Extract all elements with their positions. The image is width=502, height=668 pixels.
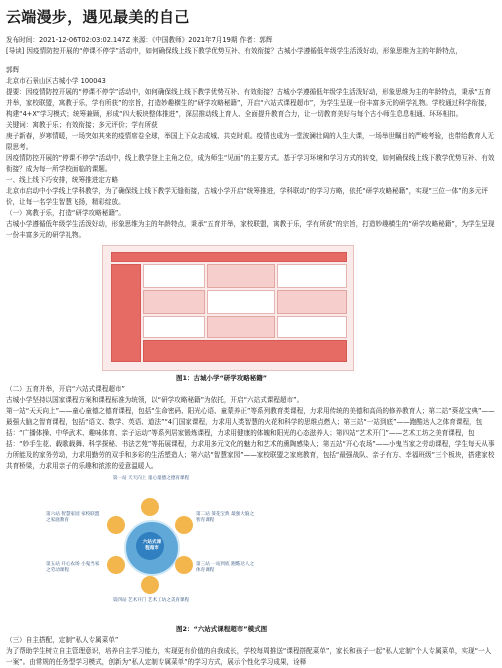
figure-1-block xyxy=(207,290,275,314)
figure-2-petal xyxy=(175,556,193,574)
figure-1-side-column xyxy=(111,264,141,362)
summary-paragraph: 提要：因疫情防控开展的“停课不停学”活动中，如何确保线上线下教学优势互补、有效衔接？古城小学遵循低年级学生活泼好动，形象思维为主的年龄特点，秉承“五育并举，家校联盟，寓教于乐，学有所获”的宗旨，打造妙趣横生的“研学攻略秘籍”，开启“六站式课程超市”，为学生呈现一份丰富多元的研学礼物。学校通过科学衔接，构建“4+X”学习模式；统筹兼顾，形成“四大板块整体推进”，深层推动线上育人、全面提升教育合力，让一切教育美好与每个古小师生息息相通、环环相扣。 xyxy=(6,88,492,118)
section-paragraph: 北京市启动中小学线上学科教学，为了确保线上线下教学无缝衔接，古城小学开启“统筹推进，学科联动”的学习方略，依托“研学攻略秘籍”，实现“三位一体”的多元评价，让每一名学生智慧飞扬，精彩绽放。 xyxy=(6,187,489,206)
figure-1-block xyxy=(143,264,205,288)
figure-1-caption: 图1：古城小学“研学攻略秘籍” xyxy=(176,374,268,382)
figure-1-block xyxy=(143,290,205,314)
article-meta: 发布时间：2021-12-06T02:03:02.147Z 来源：《中国教师》2021年7月19期 作者：郭辉 xyxy=(6,36,273,44)
section-heading: （三）自主搭配，定制“私人专属菜单” xyxy=(6,636,119,644)
figure-2-petal xyxy=(107,516,125,534)
figure-2-node: 第六站 智慧家园 家校联盟之家庭教育 xyxy=(46,512,100,523)
section-paragraph: 古城小学坚持以国家课程方案和课程标准为统领，以“研学攻略秘籍”为依托，开启“六站式课程超市”。 xyxy=(6,396,304,404)
subsection-heading: （一）寓教于乐，打造“研学攻略秘籍”。 xyxy=(6,209,125,217)
author-name: 郭辉 xyxy=(6,66,20,74)
figure-1-footer-bar xyxy=(143,340,347,362)
section-paragraph: 第一站“天天向上”——童心童德之德育课程，包括“生命密码、阳光心语、童蒙养正”等系列教育类课程，力求用传统的美德和高尚的修养教育人；第二站“葵花宝典”——最强大脑之智育课程，包括“语文、数学、英语、道法”“4门国家课程，力求用人类智慧的火花和科学的思维点燃人；第三站“一站到底”——跑酷达人之体育课程，包括：“广播体操、中华武术、趣味体育、亲子运动”等系列居家锻炼课程，力求用健康的体魄和阳光的心态滋养人；第四站“艺术开门”——艺术工坊之美育课程，包括：“妙手生花、载歌载舞、科学探秘、书法艺苑”等拓展课程，力求用多元文化的魅力和艺术的熏陶感染人；第五站“开心农场”——小鬼当家之劳动课程，学生每天从事力所能及的家务劳动，力求用勤劳的双手和多彩的生活塑造人；第六站“智慧家园”——家校联盟之家庭教育，包括“最强战队、亲子有方、幸福班级”三个板块，搭建家校共育桥梁，力求用亲子的乐趣和浓浓的爱意温暖人。 xyxy=(6,407,495,470)
figure-1-image xyxy=(102,245,354,371)
figure-2-node: 第四站 艺术开门 艺术工坊之美育课程 xyxy=(112,598,190,603)
figure-2-diagram xyxy=(46,476,256,622)
intro-paragraph: 因疫情防控开展的“停课不停学”活动中，线上教学登上主角之位，成为师生“见面”的主要方式。基于学习环境和学习方式的转变，如何确保线上线下教学优势互补、有效衔接？成为每一所学校面临的课题。 xyxy=(6,154,495,173)
author-school: 北京市石景山区古城小学 100043 xyxy=(6,77,106,85)
subsection-paragraph: 古城小学遵循低年级学生活泼好动，形象思维为主的年龄特点，秉承“五育并举，家校联盟，寓教于乐，学有所获”的宗旨，打造妙趣横生的“研学攻略秘籍”，为学生呈现一份丰富多元的研学礼物。 xyxy=(6,220,495,239)
figure-1-block xyxy=(143,316,205,338)
figure-1-header-bar xyxy=(111,252,347,262)
figure-1-block xyxy=(277,316,347,338)
section-heading: （二）五育并举，开启“六站式课程超市” xyxy=(6,385,125,393)
figure-2-caption: 图2：“六站式课程超市”模式图 xyxy=(176,625,268,633)
intro-paragraph: 庚子新春，岁寒情暖，一场突如其来的疫情席卷全球，举国上下众志成城、共克时艰。疫情也成为一堂波澜壮阔的人生大课，一场举世瞩目的严峻考验，也带给教育人无限思考。 xyxy=(6,132,494,151)
section-heading: 一、线上线下巧安排，统筹推进定方略 xyxy=(6,176,119,184)
section-paragraph: 为了帮助学生树立自主管理意识，培养自主学习能力，实现更有价值的自我成长，学校每周推送“课程搭配菜单”，家长和孩子一起“私人定制”个人专属菜单，实现“一人一案”。由常规的任务型学习模式，创新为“私人定制专属菜单”的学习方式，展示个性化学习成果，诠释 xyxy=(6,647,492,666)
article-abstract: [导读] 因疫情防控开展的“停课不停学”活动中，如何确保线上线下教学优势互补、有效衔接？古城小学遵循低年级学生活泼好动，形象思维为主的年龄特点， xyxy=(6,47,462,55)
figure-2-node: 第五站 开心农场 小鬼当家之劳动课程 xyxy=(46,562,100,573)
figure-2-petal xyxy=(141,576,159,594)
figure-1-block xyxy=(277,290,347,314)
figure-1-block xyxy=(207,264,275,288)
figure-1-block xyxy=(277,264,347,288)
figure-2-hub-label: 六站式课程超市 xyxy=(142,540,162,551)
keywords: 关键词：寓教于乐；有效衔接；多元评价；学有所获 xyxy=(6,121,158,129)
figure-2-node: 第二站 葵花宝典 最强大脑之智育课程 xyxy=(196,512,255,523)
figure-2-node: 第一站 天天向上 童心童德之德育课程 xyxy=(112,476,190,481)
figure-2-petal xyxy=(141,498,159,516)
figure-2-petal xyxy=(175,516,193,534)
article-title: 云端漫步，遇见最美的自己 xyxy=(6,8,190,26)
figure-1-block xyxy=(207,316,275,338)
figure-2-petal xyxy=(107,556,125,574)
figure-2-node: 第三站 一站到底 跑酷达人之体育课程 xyxy=(196,562,255,573)
